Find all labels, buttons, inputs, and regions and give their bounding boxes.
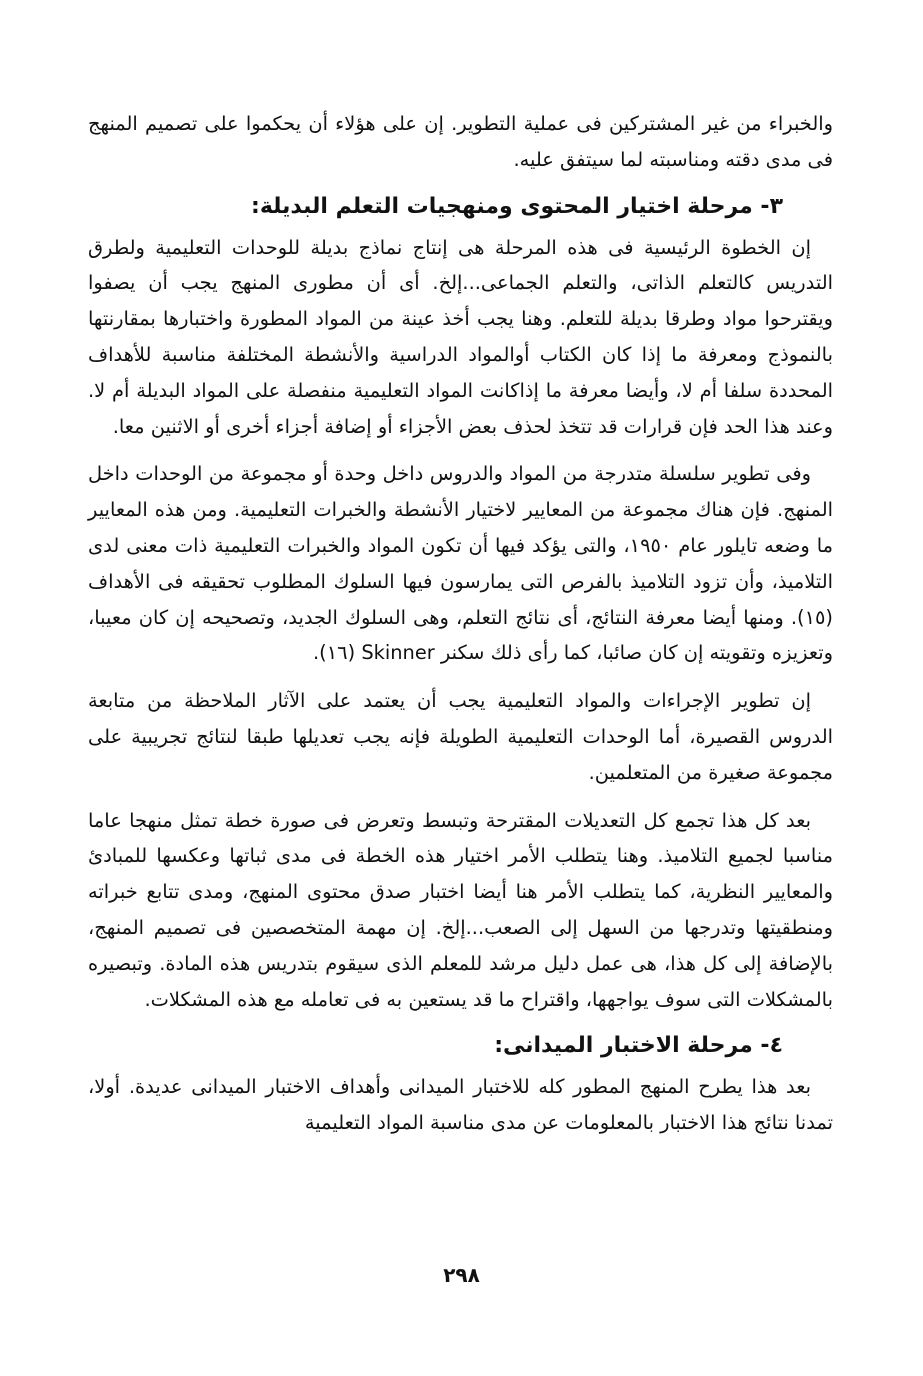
section-heading-4: ٤- مرحلة الاختبار الميدانى: xyxy=(494,1033,783,1059)
paragraph-3 xyxy=(88,456,833,671)
paragraph-4: إن تطوير الإجراءات والمواد التعليمية يجب أن يعتمد على الآثار الملاحظة من متابعة الدروس القصيرة، أما الوحدات التعليمية الطويلة فإنه يجب تعديلها طبقا لنتائج تجريبية على مجموعة صغيرة من المتعلمين. xyxy=(88,689,833,784)
page-body xyxy=(88,106,833,1153)
paragraph-6: بعد هذا يطرح المنهج المطور كله للاختبار الميدانى وأهداف الاختبار الميدانى عديدة. أولا، تمدنا نتائج هذا الاختبار بالمعلومات عن مدى مناسبة المواد التعليمية xyxy=(88,1075,833,1135)
paragraph-3-text: وفى تطوير سلسلة متدرجة من المواد والدروس داخل وحدة أو مجموعة من الوحدات داخل المنهج. فإن هناك مجموعة من المعايير لاختيار الأنشطة والخبرات التعليمية. ومن هذه المعايير ما وضعه تايلور عام ١٩٥٠، والتى يؤكد فيها أن تكون المواد والخبرات التعليمية ذات معنى لدى التلاميذ، وأن تزود التلاميذ بالفرص التى يمارسون فيها السلوك المطلوب تحقيقه فى الأهداف (١٥). ومنها أيضا معرفة النتائج، أى نتائج التعلم، وهى السلوك الجديد، وتصحيحه إن كان معيبا، وتعزيزه وتقويته إن كان صائبا، كما رأى ذلك سكنر xyxy=(88,462,834,665)
paragraph-2: إن الخطوة الرئيسية فى هذه المرحلة هى إنتاج نماذج بديلة للوحدات التعليمية ولطرق التدريس كالتعلم الذاتى، والتعلم الجماعى...إلخ. أى أن مطورى المنهج يجب أن يصفوا ويقترحوا مواد وطرقا بديلة للتعلم. وهنا يجب أخذ عينة من المواد المطورة واختبارها بمقارنتها بالنموذج ومعرفة ما إذا كان الكتاب أوالمواد الدراسية والأنشطة المختلفة مناسبة للأهداف المحددة سلفا أم لا، وأيضا معرفة ما إذاكانت المواد التعليمية منفصلة على المواد البديلة أم لا. وعند هذا الحد فإن قرارات قد تتخذ لحذف بعض الأجزاء أو إضافة أجزاء أخرى أو الاثنين معا. xyxy=(88,235,833,438)
paragraph-1: والخبراء من غير المشتركين فى عملية التطوير. إن على هؤلاء أن يحكموا على تصميم المنهج فى مدى دقته ومناسبته لما سيتفق عليه. xyxy=(88,112,833,171)
skinner-name: Skinner xyxy=(361,641,435,665)
section-heading-3: ٣- مرحلة اختيار المحتوى ومنهجيات التعلم البديلة: xyxy=(251,193,783,219)
paragraph-5: بعد كل هذا تجمع كل التعديلات المقترحة وتبسط وتعرض فى صورة خطة تمثل منهجا عاما مناسبا لجميع التلاميذ. وهنا يتطلب الأمر اختيار هذه الخطة فى مدى ثباتها وعكسها للمبادئ والمعايير النظرية، كما يتطلب الأمر هنا أيضا اختبار صدق محتوى المنهج، ومدى تتابع خبراته ومنطقيتها وتدرجها من السهل إلى الصعب...إلخ. إن مهمة المتخصصين فى تصميم المنهج، بالإضافة إلى كل هذا، هى عمل دليل مرشد للمعلم الذى سيقوم بتدريس هذه المادة. وتبصيره بالمشكلات التى سوف يواجهها، واقتراح ما قد يستعين به فى تعامله مع هذه المشكلات. xyxy=(88,808,833,1011)
page-number: ٢٩٨ xyxy=(443,1263,480,1287)
citation-16: (١٦). xyxy=(313,641,356,665)
